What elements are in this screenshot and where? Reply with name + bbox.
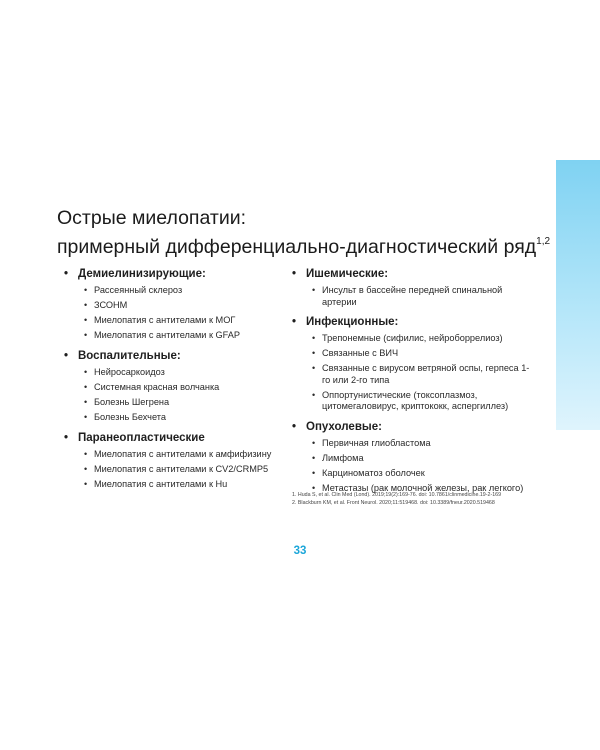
list-item xyxy=(312,468,537,480)
bullet-icon: • xyxy=(292,316,297,328)
bullet-icon: • xyxy=(84,478,88,489)
list-item-text: Миелопатия с антителами к МОГ xyxy=(94,315,236,326)
list-item xyxy=(312,453,537,465)
list-item-text: Болезнь Шегрена xyxy=(94,396,170,407)
group-heading xyxy=(64,266,289,282)
group-paraneoplastic xyxy=(64,430,289,491)
bullet-icon: • xyxy=(312,452,316,463)
bullet-icon: • xyxy=(84,396,88,407)
title-references-superscript: 1,2 xyxy=(536,236,551,247)
list-item xyxy=(312,285,537,308)
group-items xyxy=(64,449,289,491)
list-item xyxy=(84,367,289,379)
list-item xyxy=(312,348,537,360)
bullet-icon: • xyxy=(312,483,316,494)
group-ischemic xyxy=(292,266,537,308)
bullet-icon: • xyxy=(312,467,316,478)
list-item-text: Системная красная волчанка xyxy=(94,381,220,392)
group-items xyxy=(292,285,537,308)
list-item xyxy=(84,330,289,342)
group-items xyxy=(292,333,537,413)
group-items xyxy=(292,438,537,495)
bullet-icon: • xyxy=(312,389,316,400)
list-item xyxy=(84,479,289,491)
list-item xyxy=(312,333,537,345)
list-item-text: Трепонемные (сифилис, нейроборрелиоз) xyxy=(322,333,503,343)
list-item xyxy=(84,449,289,461)
list-item-text: Связанные с вирусом ветряной оспы, герпеса 1-го или 2-го типа xyxy=(322,363,530,385)
list-item-text: Болезнь Бехчета xyxy=(94,412,166,423)
bullet-icon: • xyxy=(84,381,88,392)
bullet-icon: • xyxy=(84,330,88,341)
group-heading-text: Демиелинизирующие: xyxy=(78,268,206,280)
left-column xyxy=(64,266,289,496)
list-item-text: Лимфома xyxy=(322,452,364,463)
group-heading-text: Инфекционные: xyxy=(306,316,399,328)
list-item xyxy=(84,464,289,476)
group-heading xyxy=(64,430,289,446)
bullet-icon: • xyxy=(84,315,88,326)
list-item-text: Инсульт в бассейне передней спинальной артерии xyxy=(322,285,503,307)
bullet-icon: • xyxy=(292,420,297,433)
title-line-2 xyxy=(57,230,551,259)
list-item xyxy=(84,285,289,297)
bullet-icon: • xyxy=(84,285,88,295)
bullet-icon: • xyxy=(312,348,316,359)
bullet-icon: • xyxy=(84,366,88,377)
reference-2: 2. Blackburn KM, et al. Front Neurol. 2020;11:519468. doi: 10.3389/fneur.2020.519468 xyxy=(292,500,495,506)
title-line-2-text: примерный дифференциально-диагностический ряд xyxy=(57,236,537,258)
list-item-text: Миелопатия с антителами к амфифизину xyxy=(94,448,272,459)
list-item-text: Нейросаркоидоз xyxy=(94,366,165,377)
list-item-text: Первичная глиобластома xyxy=(322,437,431,448)
bullet-icon: • xyxy=(64,268,69,280)
right-column xyxy=(292,266,537,501)
list-item-text: Метастазы (рак молочной железы, рак легкого) xyxy=(322,483,524,494)
list-item-text: Связанные с ВИЧ xyxy=(322,348,399,359)
bullet-icon: • xyxy=(292,268,297,280)
list-item xyxy=(84,412,289,424)
bullet-icon: • xyxy=(312,285,316,295)
group-heading-text: Паранеопластические xyxy=(78,431,205,444)
slide-title xyxy=(57,207,551,259)
list-item xyxy=(312,390,537,413)
group-heading xyxy=(64,348,289,364)
bullet-icon: • xyxy=(64,349,69,362)
group-heading-text: Ишемические: xyxy=(306,268,389,280)
bullet-icon: • xyxy=(312,437,316,448)
bullet-icon: • xyxy=(312,333,316,343)
group-heading xyxy=(292,266,537,282)
group-tumor xyxy=(292,419,537,495)
group-heading-text: Воспалительные: xyxy=(78,349,181,362)
group-items xyxy=(64,285,289,342)
group-heading xyxy=(292,419,537,435)
group-items xyxy=(64,367,289,424)
reference-1: 1. Huda S, et al. Clin Med (Lond). 2019;19(2):169-76. doi: 10.7861/clinmedicine.19-2-169 xyxy=(292,492,502,498)
bullet-icon: • xyxy=(84,448,88,459)
bullet-icon: • xyxy=(64,431,69,444)
list-item-text: Карциноматоз оболочек xyxy=(322,467,425,478)
list-item xyxy=(84,315,289,327)
list-item-text: Миелопатия с антителами к GFAP xyxy=(94,330,241,341)
list-item xyxy=(84,397,289,409)
list-item xyxy=(312,438,537,450)
group-inflammatory xyxy=(64,348,289,424)
group-heading-text: Опухолевые: xyxy=(306,420,382,433)
bullet-icon: • xyxy=(84,412,88,423)
list-item-text: Рассеянный склероз xyxy=(94,285,183,295)
list-item xyxy=(312,363,537,386)
list-item-text: ЗСОНМ xyxy=(94,300,128,311)
group-infectious xyxy=(292,314,537,413)
list-item-text: Миелопатия с антителами к Hu xyxy=(94,478,228,489)
list-item xyxy=(84,382,289,394)
group-demyelinating xyxy=(64,266,289,342)
references xyxy=(292,491,552,507)
list-item-text: Миелопатия с антителами к CV2/CRMP5 xyxy=(94,463,269,474)
side-accent-tab xyxy=(556,160,600,430)
list-item-text: Оппортунистические (токсоплазмоз, цитомегаловирус, криптококк, аспергиллез) xyxy=(322,389,509,412)
bullet-icon: • xyxy=(84,300,88,311)
group-heading xyxy=(292,314,537,330)
list-item xyxy=(84,300,289,312)
bullet-icon: • xyxy=(312,363,316,374)
page-number: 33 xyxy=(293,545,307,557)
title-line-1: Острые миелопатии: xyxy=(57,207,247,229)
bullet-icon: • xyxy=(84,463,88,474)
